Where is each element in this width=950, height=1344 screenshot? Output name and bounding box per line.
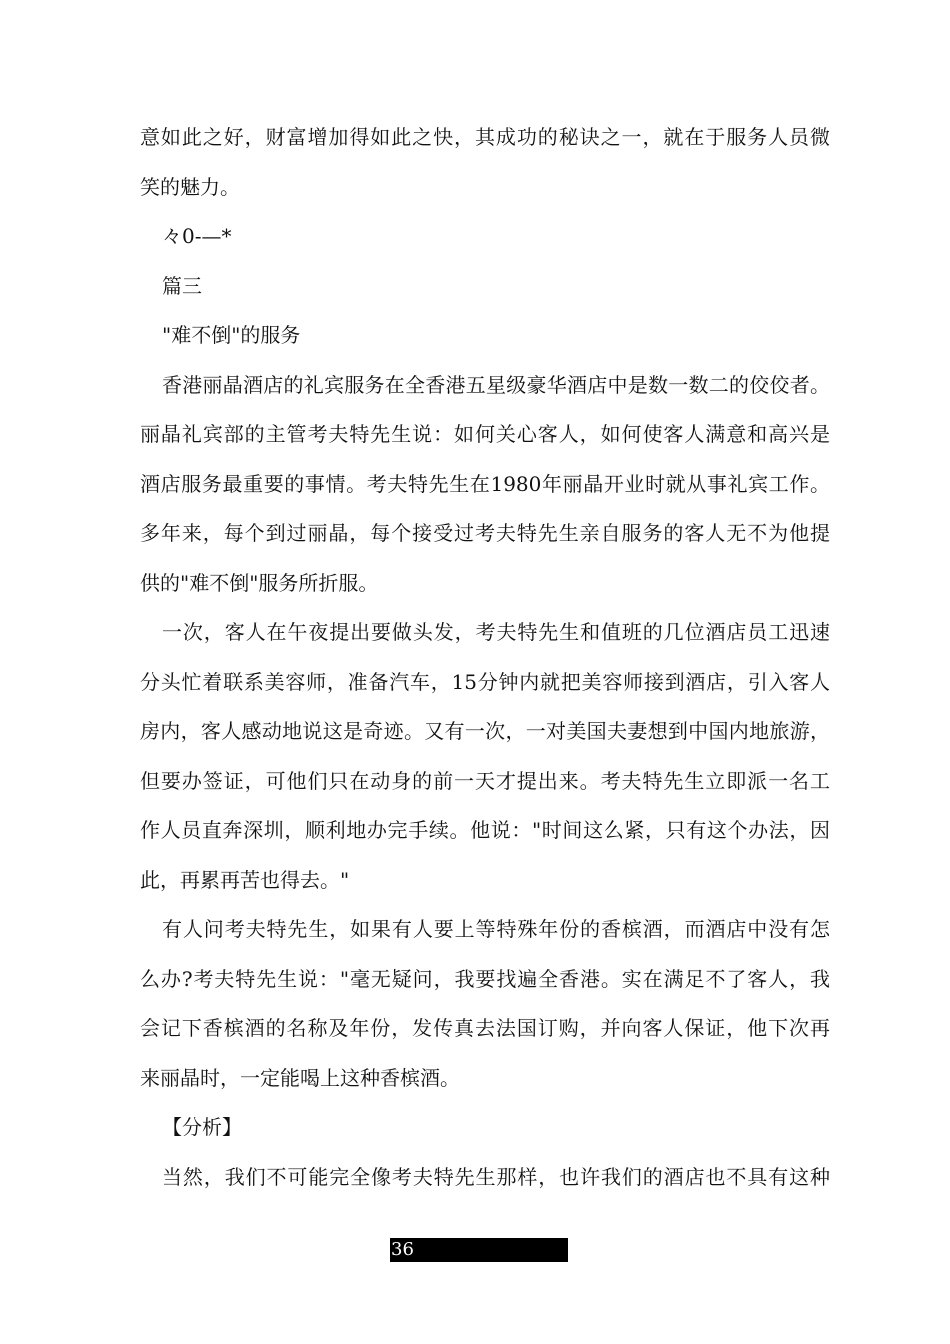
text-line: 々0-—* xyxy=(162,224,232,248)
text-line: 供的"难不倒"服务所折服。 xyxy=(140,570,379,595)
text-line: 么办?考夫特先生说："毫无疑问，我要找遍全香港。实在满足不了客人，我 xyxy=(140,966,830,991)
text-line: 酒店服务最重要的事情。考夫特先生在1980年丽晶开业时就从事礼宾工作。 xyxy=(140,471,830,496)
text-line: 多年来，每个到过丽晶，每个接受过考夫特先生亲自服务的客人无不为他提 xyxy=(140,521,830,545)
text-line: 丽晶礼宾部的主管考夫特先生说：如何关心客人，如何使客人满意和高兴是 xyxy=(140,422,830,446)
text-line: 笑的魅力。 xyxy=(140,174,240,199)
text-line: 但要办签证，可他们只在动身的前一天才提出来。考夫特先生立即派一名工 xyxy=(140,768,830,793)
text-line: 会记下香槟酒的名称及年份，发传真去法国订购，并向客人保证，他下次再 xyxy=(140,1016,830,1040)
text-line: 香港丽晶酒店的礼宾服务在全香港五星级豪华酒店中是数一数二的佼佼者。 xyxy=(162,372,830,397)
page-number: 36 xyxy=(391,1239,414,1260)
text-line: 来丽晶时，一定能喝上这种香槟酒。 xyxy=(140,1065,460,1090)
text-line: 房内，客人感动地说这是奇迹。又有一次，一对美国夫妻想到中国内地旅游， xyxy=(140,719,830,743)
text-line: 作人员直奔深圳，顺利地办完手续。他说："时间这么紧，只有这个办法，因 xyxy=(140,818,830,842)
analysis-heading: 【分析】 xyxy=(162,1115,242,1139)
body-text xyxy=(140,113,830,1202)
text-line: 有人问考夫特先生，如果有人要上等特殊年份的香槟酒，而酒店中没有怎 xyxy=(162,917,830,941)
section-heading: 篇三 xyxy=(162,273,202,298)
text-line: 此，再累再苦也得去。" xyxy=(140,867,350,892)
page-number-bar xyxy=(390,1238,568,1262)
text-line: 分头忙着联系美容师，准备汽车，15分钟内就把美容师接到酒店，引入客人 xyxy=(140,669,830,694)
text-line: 意如此之好，财富增加得如此之快，其成功的秘诀之一，就在于服务人员微 xyxy=(140,125,830,149)
article-title: "难不倒"的服务 xyxy=(162,323,301,347)
text-line: 当然，我们不可能完全像考夫特先生那样，也许我们的酒店也不具有这种 xyxy=(162,1164,830,1189)
text-line: 一次，客人在午夜提出要做头发，考夫特先生和值班的几位酒店员工迅速 xyxy=(162,620,830,644)
